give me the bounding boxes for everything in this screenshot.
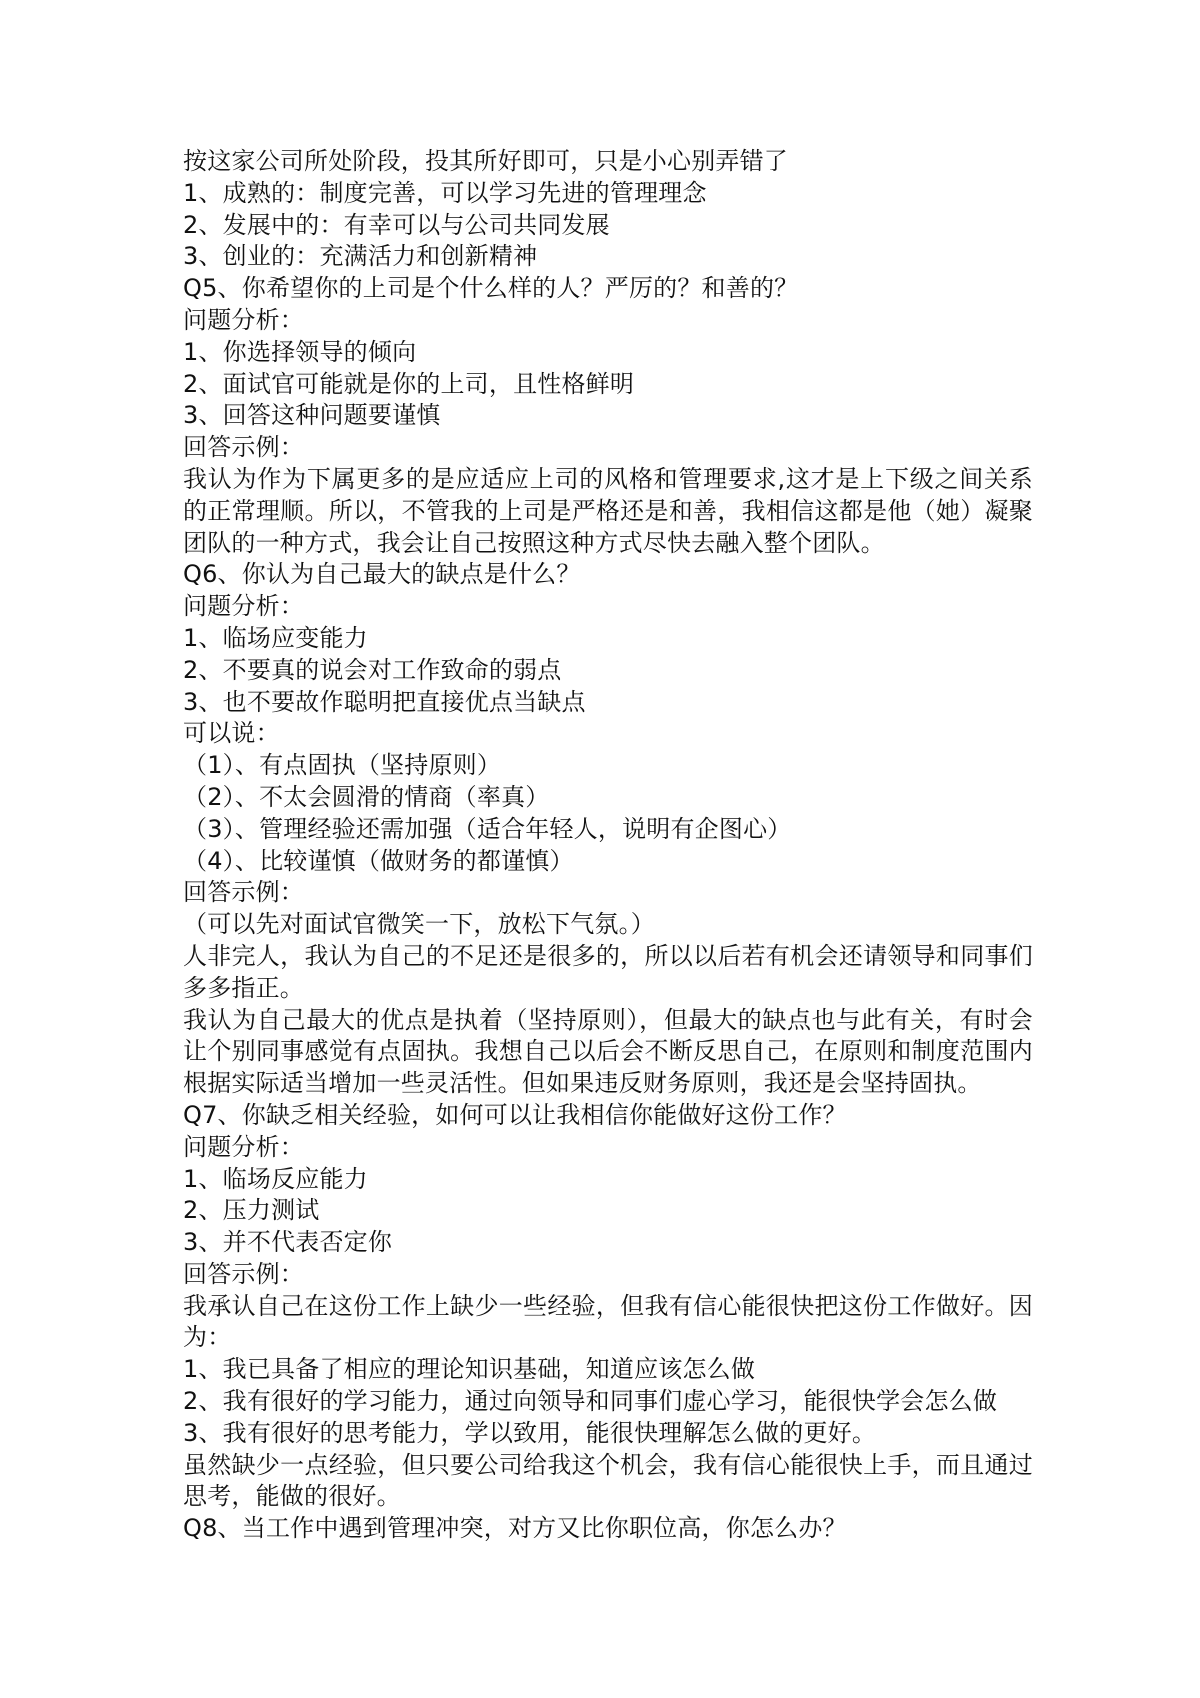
section-label: 问题分析： bbox=[183, 305, 304, 334]
section-label: 问题分析： bbox=[183, 592, 304, 621]
list-item: 3、我有很好的思考能力，学以致用，能很快理解怎么做的更好。 bbox=[183, 1418, 877, 1447]
list-item: 1、临场应变能力 bbox=[183, 623, 368, 652]
section-label: 问题分析： bbox=[183, 1132, 304, 1161]
list-item: 2、我有很好的学习能力，通过向领导和同事们虚心学习，能很快学会怎么做 bbox=[183, 1387, 998, 1416]
answer-paragraph: 我认为自己最大的优点是执着（坚持原则），但最大的缺点也与此有关，有时会让个别同事感觉有点固执。我想自己以后会不断反思自己，在原则和制度范围内根据实际适当增加一些灵活性。但如果违反财务原则，我还是会坚持固执。 bbox=[183, 1005, 1033, 1098]
list-item: 3、回答这种问题要谨慎 bbox=[183, 401, 441, 430]
list-item: 3、并不代表否定你 bbox=[183, 1228, 393, 1257]
section-label: 回答示例： bbox=[183, 433, 304, 462]
list-item: （4）、比较谨慎（做财务的都谨慎） bbox=[183, 846, 574, 875]
list-item: 3、创业的：充满活力和创新精神 bbox=[183, 242, 538, 271]
list-item: 1、我已具备了相应的理论知识基础，知道应该怎么做 bbox=[183, 1355, 756, 1384]
list-item: （2）、不太会圆滑的情商（率真） bbox=[183, 782, 550, 811]
list-item: 2、发展中的：有幸可以与公司共同发展 bbox=[183, 210, 610, 239]
list-item: 3、也不要故作聪明把直接优点当缺点 bbox=[183, 687, 586, 716]
document-page bbox=[183, 146, 1033, 1545]
section-label: 可以说： bbox=[183, 719, 280, 748]
question-heading: Q8、当工作中遇到管理冲突，对方又比你职位高，你怎么办？ bbox=[183, 1514, 847, 1543]
list-item: 1、成熟的：制度完善，可以学习先进的管理理念 bbox=[183, 178, 707, 207]
list-item: （1）、有点固执（坚持原则） bbox=[183, 751, 502, 780]
list-item: 2、面试官可能就是你的上司，且性格鲜明 bbox=[183, 369, 635, 398]
section-label: 回答示例： bbox=[183, 878, 304, 907]
answer-paragraph: 我承认自己在这份工作上缺少一些经验，但我有信心能很快把这份工作做好。因为： bbox=[183, 1291, 1033, 1352]
list-item: 2、不要真的说会对工作致命的弱点 bbox=[183, 655, 562, 684]
text-line: （可以先对面试官微笑一下，放松下气氛。） bbox=[183, 910, 655, 939]
list-item: 2、压力测试 bbox=[183, 1196, 320, 1225]
list-item: 1、临场反应能力 bbox=[183, 1164, 368, 1193]
section-label: 回答示例： bbox=[183, 1259, 304, 1288]
question-heading: Q5、你希望你的上司是个什么样的人？严厉的？和善的？ bbox=[183, 274, 799, 303]
question-heading: Q7、你缺乏相关经验，如何可以让我相信你能做好这份工作？ bbox=[183, 1100, 847, 1129]
answer-paragraph: 人非完人，我认为自己的不足还是很多的，所以以后若有机会还请领导和同事们多多指正。 bbox=[183, 941, 1033, 1002]
question-heading: Q6、你认为自己最大的缺点是什么？ bbox=[183, 560, 581, 589]
answer-paragraph: 虽然缺少一点经验，但只要公司给我这个机会，我有信心能很快上手，而且通过思考，能做的很好。 bbox=[183, 1450, 1033, 1511]
list-item: （3）、管理经验还需加强（适合年轻人，说明有企图心） bbox=[183, 814, 792, 843]
answer-paragraph: 我认为作为下属更多的是应适应上司的风格和管理要求,这才是上下级之间关系的正常理顺。所以，不管我的上司是严格还是和善，我相信这都是他（她）凝聚团队的一种方式，我会让自己按照这种方式尽快去融入整个团队。 bbox=[183, 464, 1033, 557]
list-item: 1、你选择领导的倾向 bbox=[183, 337, 417, 366]
text-line: 按这家公司所处阶段，投其所好即可，只是小心别弄错了 bbox=[183, 147, 788, 175]
